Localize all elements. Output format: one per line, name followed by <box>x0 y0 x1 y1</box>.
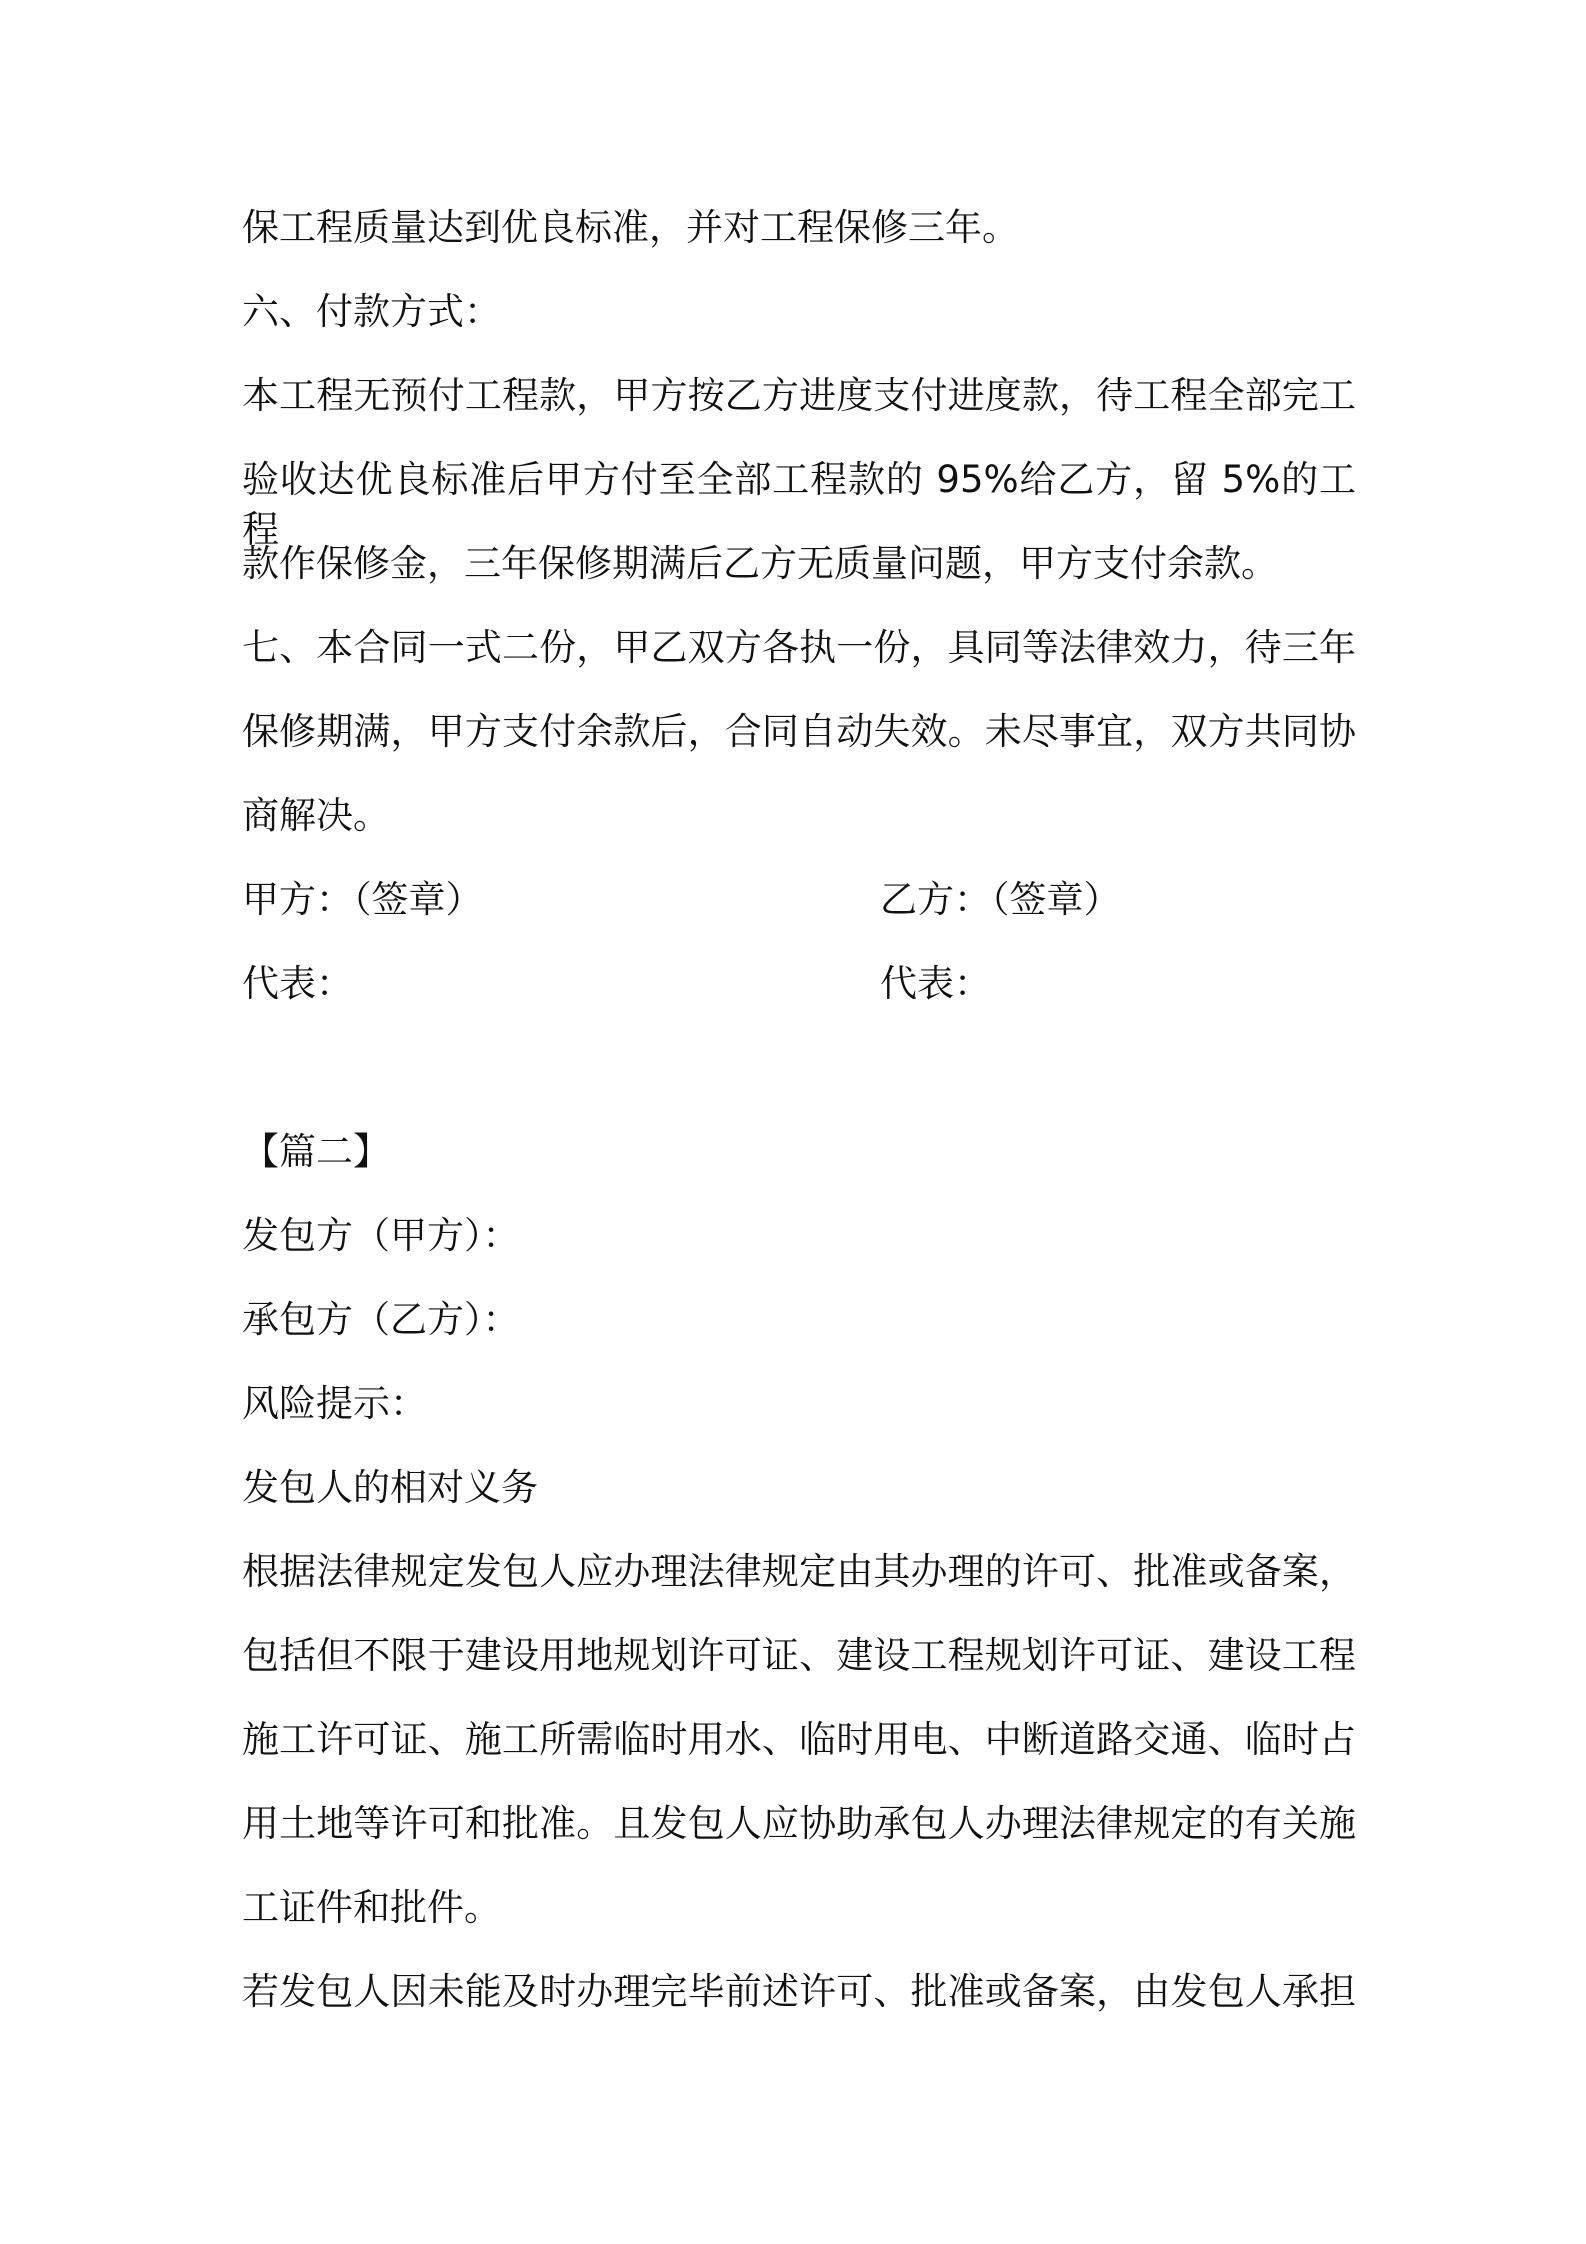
party-a-representative-label: 代表： <box>242 962 353 1005</box>
paragraph-line: 包括但不限于建设用地规划许可证、建设工程规划许可证、建设工程 <box>242 1634 1356 1677</box>
subheading-employer-obligations: 发包人的相对义务 <box>242 1466 538 1509</box>
party-b-representative-label: 代表： <box>880 962 991 1005</box>
paragraph-line: 保修期满，甲方支付余款后，合同自动失效。未尽事宜，双方共同协 <box>242 710 1356 753</box>
paragraph-line: 商解决。 <box>242 794 390 837</box>
paragraph-line: 本工程无预付工程款，甲方按乙方进度支付进度款，待工程全部完工 <box>242 374 1356 417</box>
paragraph-line: 验收达优良标准后甲方付至全部工程款的 95%给乙方，留 5%的工程 <box>242 458 1356 551</box>
paragraph-line: 若发包人因未能及时办理完毕前述许可、批准或备案，由发包人承担 <box>242 1970 1356 2013</box>
paragraph-line: 保工程质量达到优良标准，并对工程保修三年。 <box>242 206 1019 249</box>
paragraph-line: 工证件和批件。 <box>242 1886 501 1929</box>
paragraph-line: 用土地等许可和批准。且发包人应协助承包人办理法律规定的有关施 <box>242 1802 1356 1845</box>
section-title: 【篇二】 <box>242 1130 390 1173</box>
employer-field-label: 发包方（甲方）： <box>242 1214 520 1257</box>
risk-notice-heading: 风险提示： <box>242 1382 427 1425</box>
contractor-field-label: 承包方（乙方）： <box>242 1298 520 1341</box>
paragraph-line: 施工许可证、施工所需临时用水、临时用电、中断道路交通、临时占 <box>242 1718 1356 1761</box>
paragraph-line: 款作保修金，三年保修期满后乙方无质量问题，甲方支付余款。 <box>242 542 1278 585</box>
paragraph-line: 七、本合同一式二份，甲乙双方各执一份，具同等法律效力，待三年 <box>242 626 1356 669</box>
party-b-signature-label: 乙方：（签章） <box>880 878 1121 921</box>
party-a-signature-label: 甲方：（签章） <box>242 878 483 921</box>
section-heading-payment: 六、付款方式： <box>242 290 501 333</box>
paragraph-line: 根据法律规定发包人应办理法律规定由其办理的许可、批准或备案， <box>242 1550 1356 1593</box>
